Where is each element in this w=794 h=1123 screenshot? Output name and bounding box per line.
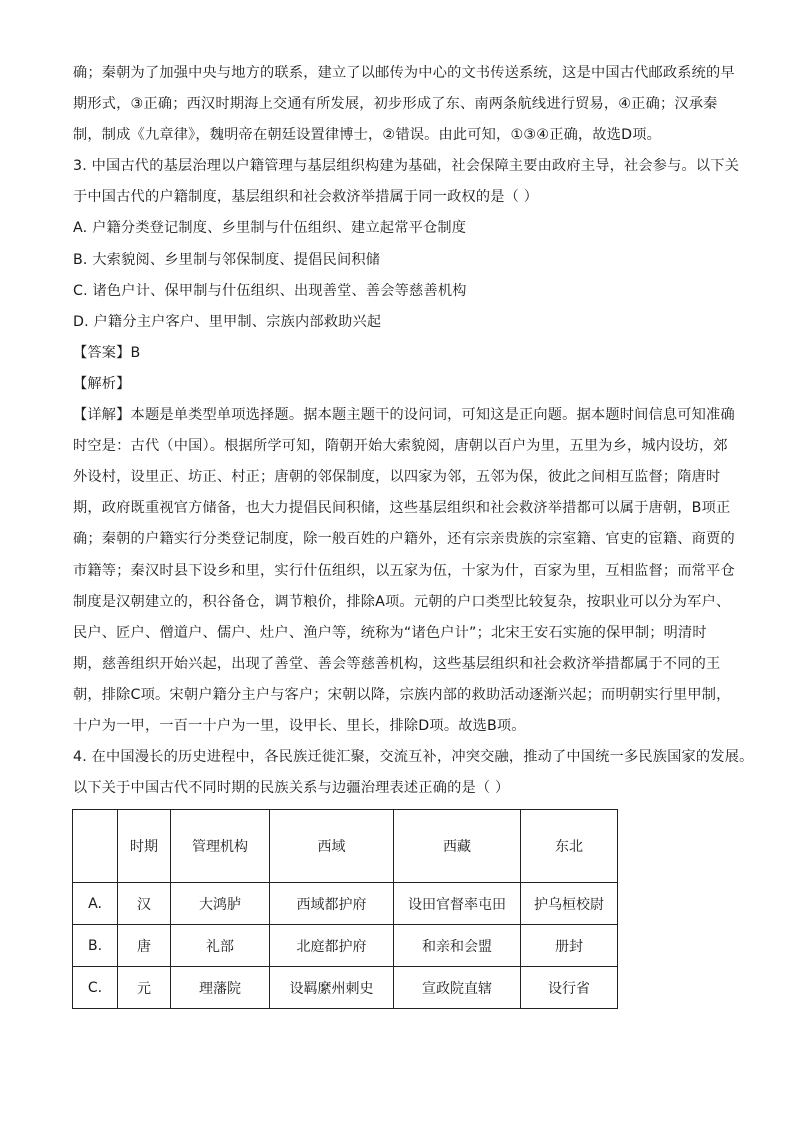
table-cell: 元	[118, 967, 171, 1009]
table-header-cell: 时期	[118, 810, 171, 883]
table-cell: 册封	[521, 925, 618, 967]
q3-explanation-line: 朝，排除C项。宋朝户籍分主户与客户；宋朝以降，宗族内部的救助活动逐渐兴起；而明朝实行里甲制，	[73, 686, 731, 703]
document-page	[73, 58, 754, 804]
table-header-cell: 东北	[521, 810, 618, 883]
q4-options-table	[72, 809, 618, 1009]
table-cell: 西域都护府	[270, 883, 394, 925]
q3-stem-line: 于中国古代的户籍制度，基层组织和社会救济举措属于同一政权的是（ ）	[73, 189, 539, 206]
table-cell: 宣政院直辖	[394, 967, 521, 1009]
table-cell: 护乌桓校尉	[521, 883, 618, 925]
table-header-cell: 管理机构	[171, 810, 270, 883]
table-cell: A.	[73, 883, 118, 925]
q3-explanation-line: 外设村，设里正、坊正、村正；唐朝的邻保制度，以四家为邻，五邻为保，彼此之间相互监督；隋唐时	[73, 469, 721, 486]
q3-explanation-line: 期，政府既重视官方储备，也大力提倡民间积储，这些基层组织和社会救济举措都可以属于唐朝，B项正	[73, 500, 731, 517]
q3-explanation-line: 市籍等；秦汉时县下设乡和里，实行什伍组织，以五家为伍，十家为什，百家为里，互相监督；而常平仓	[73, 562, 735, 579]
q3-analysis-label: 【解析】	[73, 375, 131, 392]
table-cell: C.	[73, 967, 118, 1009]
table-cell: B.	[73, 925, 118, 967]
q3-explanation-line: 制度是汉朝建立的，积谷备仓，调节粮价，排除A项。元朝的户口类型比较复杂，按职业可以分为军户、	[73, 593, 731, 610]
table-row	[73, 883, 618, 925]
table-header-cell: 西域	[270, 810, 394, 883]
q3-answer: 【答案】B	[73, 344, 141, 361]
q3-option-d: D. 户籍分主户客户、里甲制、宗族内部救助兴起	[73, 313, 382, 330]
table-cell: 唐	[118, 925, 171, 967]
q2-explanation-line: 期形式，③正确；西汉时期海上交通有所发展，初步形成了东、南两条航线进行贸易，④正确；汉承秦	[73, 96, 718, 113]
q3-option-c: C. 诸色户计、保甲制与什伍组织、出现善堂、善会等慈善机构	[73, 282, 467, 299]
q3-explanation-line: 民户、匠户、僧道户、儒户、灶户、渔户等，统称为“诸色户计”；北宋王安石实施的保甲制；明清时	[73, 624, 707, 641]
table-cell: 设田官督率屯田	[394, 883, 521, 925]
table-cell: 汉	[118, 883, 171, 925]
table-row	[73, 925, 618, 967]
q2-explanation-line: 制，制成《九章律》，魏明帝在朝廷设置律博士，②错误。由此可知，①③④正确，故选D项。	[73, 127, 662, 144]
q3-option-b: B. 大索貌阅、乡里制与邻保制度、提倡民间积储	[73, 251, 381, 268]
table-cell: 大鸿胪	[171, 883, 270, 925]
q3-explanation-line: 时空是：古代（中国）。根据所学可知，隋朝开始大索貌阅，唐朝以百户为里，五里为乡，城内设坊，郊	[73, 438, 728, 455]
q2-explanation-line: 确；秦朝为了加强中央与地方的联系，建立了以邮传为中心的文书传送系统，这是中国古代邮政系统的早	[73, 65, 735, 81]
q4-stem-line: 以下关于中国古代不同时期的民族关系与边疆治理表述正确的是（ ）	[73, 780, 510, 797]
q3-explanation-line: 期，慈善组织开始兴起，出现了善堂、善会等慈善机构，这些基层组织和社会救济举措都属于不同的王	[73, 655, 721, 672]
q3-explanation-line: 【详解】本题是单类型单项选择题。据本题主题干的设问词，可知这是正向题。据本题时间信息可知准确	[73, 407, 735, 424]
table-cell: 设羁縻州刺史	[270, 967, 394, 1009]
q3-explanation-line: 十户为一甲，一百一十户为一里，设甲长、里长，排除D项。故选B项。	[73, 717, 526, 734]
table-header-row	[73, 810, 618, 883]
q3-explanation-line: 确；秦朝的户籍实行分类登记制度，除一般百姓的户籍外，还有宗亲贵族的宗室籍、官吏的宦籍、商贾的	[73, 531, 735, 548]
table-cell: 设行省	[521, 967, 618, 1009]
q4-stem-line: 4. 在中国漫长的历史进程中，各民族迁徙汇聚，交流互补，冲突交融，推动了中国统一多民族国家的发展。	[73, 749, 754, 766]
table-cell: 北庭都护府	[270, 925, 394, 967]
table-header-cell	[73, 810, 118, 883]
table-cell: 礼部	[171, 925, 270, 967]
table-row	[73, 967, 618, 1009]
table-cell: 理藩院	[171, 967, 270, 1009]
table-cell: 和亲和会盟	[394, 925, 521, 967]
table-header-cell: 西藏	[394, 810, 521, 883]
q3-stem-line: 3. 中国古代的基层治理以户籍管理与基层组织构建为基础，社会保障主要由政府主导，社会参与。以下关	[73, 158, 740, 175]
q3-option-a: A. 户籍分类登记制度、乡里制与什伍组织、建立起常平仓制度	[73, 220, 467, 237]
